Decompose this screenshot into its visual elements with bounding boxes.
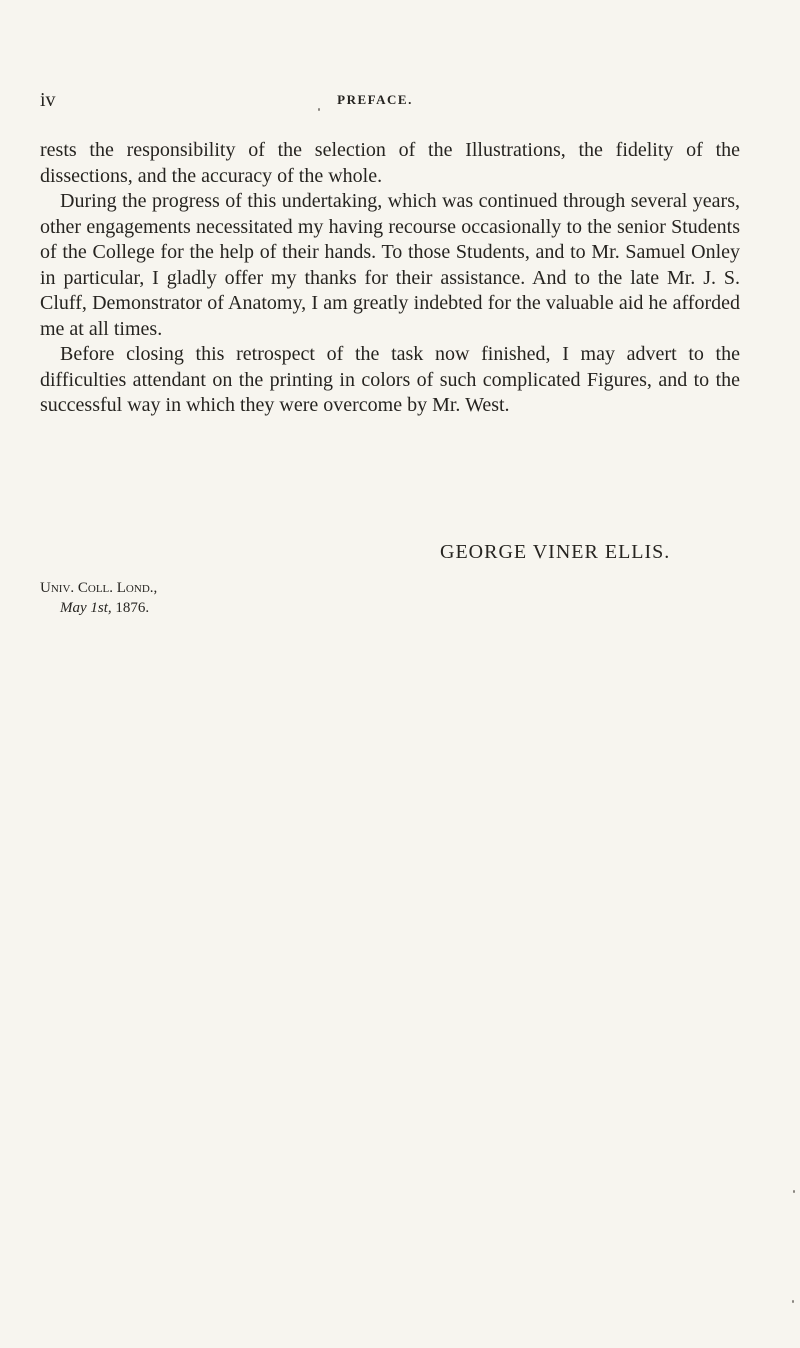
preface-body	[40, 138, 740, 419]
place-line	[40, 578, 157, 598]
place-text: Univ. Coll. Lond.,	[40, 580, 158, 596]
running-head: PREFACE.	[337, 92, 413, 107]
author-signature: GEORGE VINER ELLIS.	[440, 541, 671, 563]
paper-speck	[793, 1190, 795, 1193]
paper-speck	[318, 108, 320, 111]
page-header	[40, 88, 740, 112]
paragraph-3: Before closing this retrospect of the task now finished, I may advert to the difficulties attendant on the printing in colors of such complicated Figures, and to the successful way in which they were overcome by Mr. West.	[40, 343, 740, 416]
paragraph-1: rests the responsibility of the selection of the Illustrations, the fidelity of the dissections, and the accuracy of the whole.	[40, 139, 740, 187]
paper-speck	[792, 1300, 794, 1303]
date-month-day: May 1st,	[60, 600, 112, 616]
paragraph-2: During the progress of this undertaking, which was continued through several years, other engagements necessitated my having recourse occasionally to the senior Students of the College for the help of their hands. To those Students, and to Mr. Samuel Onley in particular, I gladly offer my thanks for their assistance. And to the late Mr. J. S. Cluff, Demonstrator of Anatomy, I am greatly indebted for the valuable aid he afforded me at all times.	[40, 190, 740, 340]
date-line	[60, 598, 149, 618]
date-year: 1876.	[115, 600, 150, 616]
page-number: iv	[40, 89, 56, 111]
